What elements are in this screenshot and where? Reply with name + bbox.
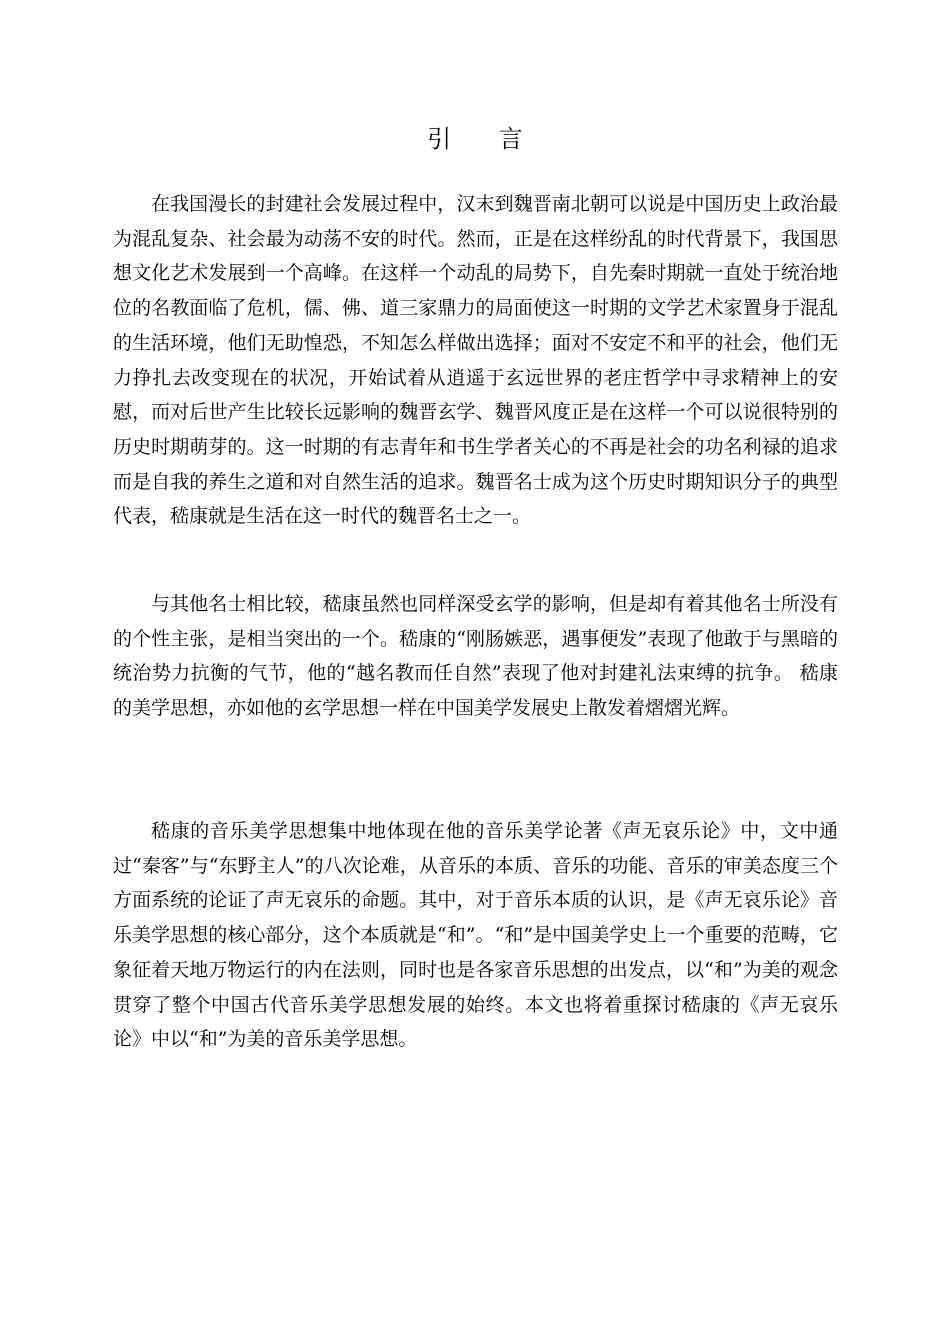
paragraph-1-block	[113, 187, 838, 534]
paragraph-3-block	[113, 814, 838, 1057]
page-title: 引 言	[427, 125, 543, 153]
paragraph-2: 与其他名士相比较，嵇康虽然也同样深受玄学的影响，但是却有着其他名士所没有的个性主张，是相当突出的一个。嵇康的“刚肠嫉恶，遇事便发”表现了他敢于与黑暗的统治势力抗衡的气节，他的“越名教而任自然”表现了他对封建礼法束缚的抗争。 嵇康的美学思想，亦如他的玄学思想一样在中国美学发展史上散发着熠熠光辉。	[113, 593, 838, 720]
paragraph-1: 在我国漫长的封建社会发展过程中，汉末到魏晋南北朝可以说是中国历史上政治最为混乱复杂、社会最为动荡不安的时代。然而，正是在这样纷乱的时代背景下，我国思想文化艺术发展到一个高峰。在这样一个动乱的局势下，自先秦时期就一直处于统治地位的名教面临了危机，儒、佛、道三家鼎力的局面使这一时期的文学艺术家置身于混乱的生活环境，他们无助惶恐，不知怎么样做出选择；面对不安定不和平的社会，他们无力挣扎去改变现在的状况，开始试着从逍遥于玄远世界的老庄哲学中寻求精神上的安慰，而对后世产生比较长远影响的魏晋玄学、魏晋风度正是在这样一个可以说很特别的历史时期萌芽的。这一时期的有志青年和书生学者关心的不再是社会的功名利禄的追求而是自我的养生之道和对自然生活的追求。魏晋名士成为这个历史时期知识分子的典型代表，嵇康就是生活在这一时代的魏晋名士之一。	[113, 193, 838, 528]
paragraph-3: 嵇康的音乐美学思想集中地体现在他的音乐美学论著《声无哀乐论》中，文中通过“秦客”与“东野主人”的八次论难，从音乐的本质、音乐的功能、音乐的审美态度三个方面系统的论证了声无哀乐的命题。其中，对于音乐本质的认识，是《声无哀乐论》音乐美学思想的核心部分，这个本质就是“和”。“和”是中国美学史上一个重要的范畴，它象征着天地万物运行的内在法则，同时也是各家音乐思想的出发点，以“和”为美的观念贯穿了整个中国古代音乐美学思想发展的始终。本文也将着重探讨嵇康的《声无哀乐论》中以“和”为美的音乐美学思想。	[113, 820, 838, 1051]
paragraph-2-block	[113, 587, 838, 726]
